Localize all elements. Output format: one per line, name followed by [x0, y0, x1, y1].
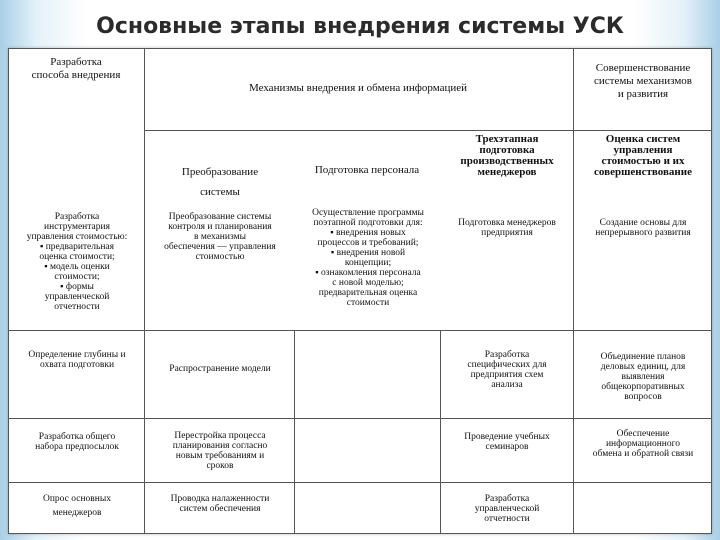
- row4-reporting: Разработка управленческой отчетности: [474, 494, 540, 524]
- header-improvement: Совершенствование системы механизмов и развития: [594, 62, 692, 100]
- row2-depth: Определение глубины и охвата подготовки: [28, 350, 126, 370]
- stages-table: [8, 48, 712, 534]
- row1-continuous-development: Создание основы для непрерывного развития: [595, 218, 691, 238]
- row-divider: [144, 130, 712, 131]
- slide-title: Основные этапы внедрения системы УСК: [96, 14, 624, 39]
- table-border-left: [8, 48, 9, 534]
- row3-seminars: Проведение учебных семинаров: [464, 432, 550, 452]
- table-border-top: [8, 48, 712, 49]
- row1-managers-training: Подготовка менеджеров предприятия: [458, 218, 556, 238]
- row2-analysis-schemes: Разработка специфических для предприятия схем анализа: [467, 350, 547, 390]
- table-border-right: [711, 48, 712, 534]
- row4-survey: Опрос основных менеджеров: [42, 494, 111, 518]
- header-development-method: Разработка способа внедрения: [31, 56, 121, 81]
- header-transformation: Преобразование системы: [181, 166, 259, 198]
- column-divider: [573, 48, 574, 534]
- row3-planning-rebuild: Перестройка процесса планирования согласно новым требованиям и сроков: [172, 431, 268, 471]
- column-divider: [440, 330, 441, 534]
- header-evaluation: Оценка систем управления стоимостью и их совершенствование: [594, 133, 692, 178]
- row2-plans-merge: Объединение планов деловых единиц, для выявления общекорпоративных вопросов: [600, 352, 686, 402]
- column-divider: [294, 330, 295, 534]
- row-divider: [8, 418, 712, 419]
- column-divider: [144, 48, 145, 534]
- row4-systems-check: Проводка налаженности систем обеспечения: [170, 494, 270, 514]
- header-mechanisms: Механизмы внедрения и обмена информацией: [248, 82, 468, 94]
- row1-transformation: Преобразование системы контроля и планирования в механизмы обеспечения — управления стоимостью: [164, 212, 276, 262]
- row1-training-program: Осуществление программы поэтапной подготовки для: ▪ внедрения новых процессов и требований; ▪ внедрения новой концепции; ▪ ознакомления персонала с новой моделью; предварительная оценка стоимости: [312, 208, 424, 308]
- row1-tools: Разработка инструментария управления стоимостью: ▪ предварительная оценка стоимости; ▪ модель оценки стоимости; ▪ формы управленческой отчетности: [26, 212, 128, 312]
- table-border-bottom: [8, 533, 712, 534]
- header-three-stage: Трехэтапная подготовка производственных менеджеров: [460, 133, 554, 178]
- row-divider: [8, 482, 712, 483]
- row2-distribution: Распространение модели: [169, 364, 271, 374]
- row-divider: [8, 330, 712, 331]
- row3-information-exchange: Обеспечение информационного обмена и обратной связи: [592, 429, 694, 459]
- header-training: Подготовка персонала: [314, 164, 420, 176]
- row3-premises: Разработка общего набора предпосылок: [35, 432, 119, 452]
